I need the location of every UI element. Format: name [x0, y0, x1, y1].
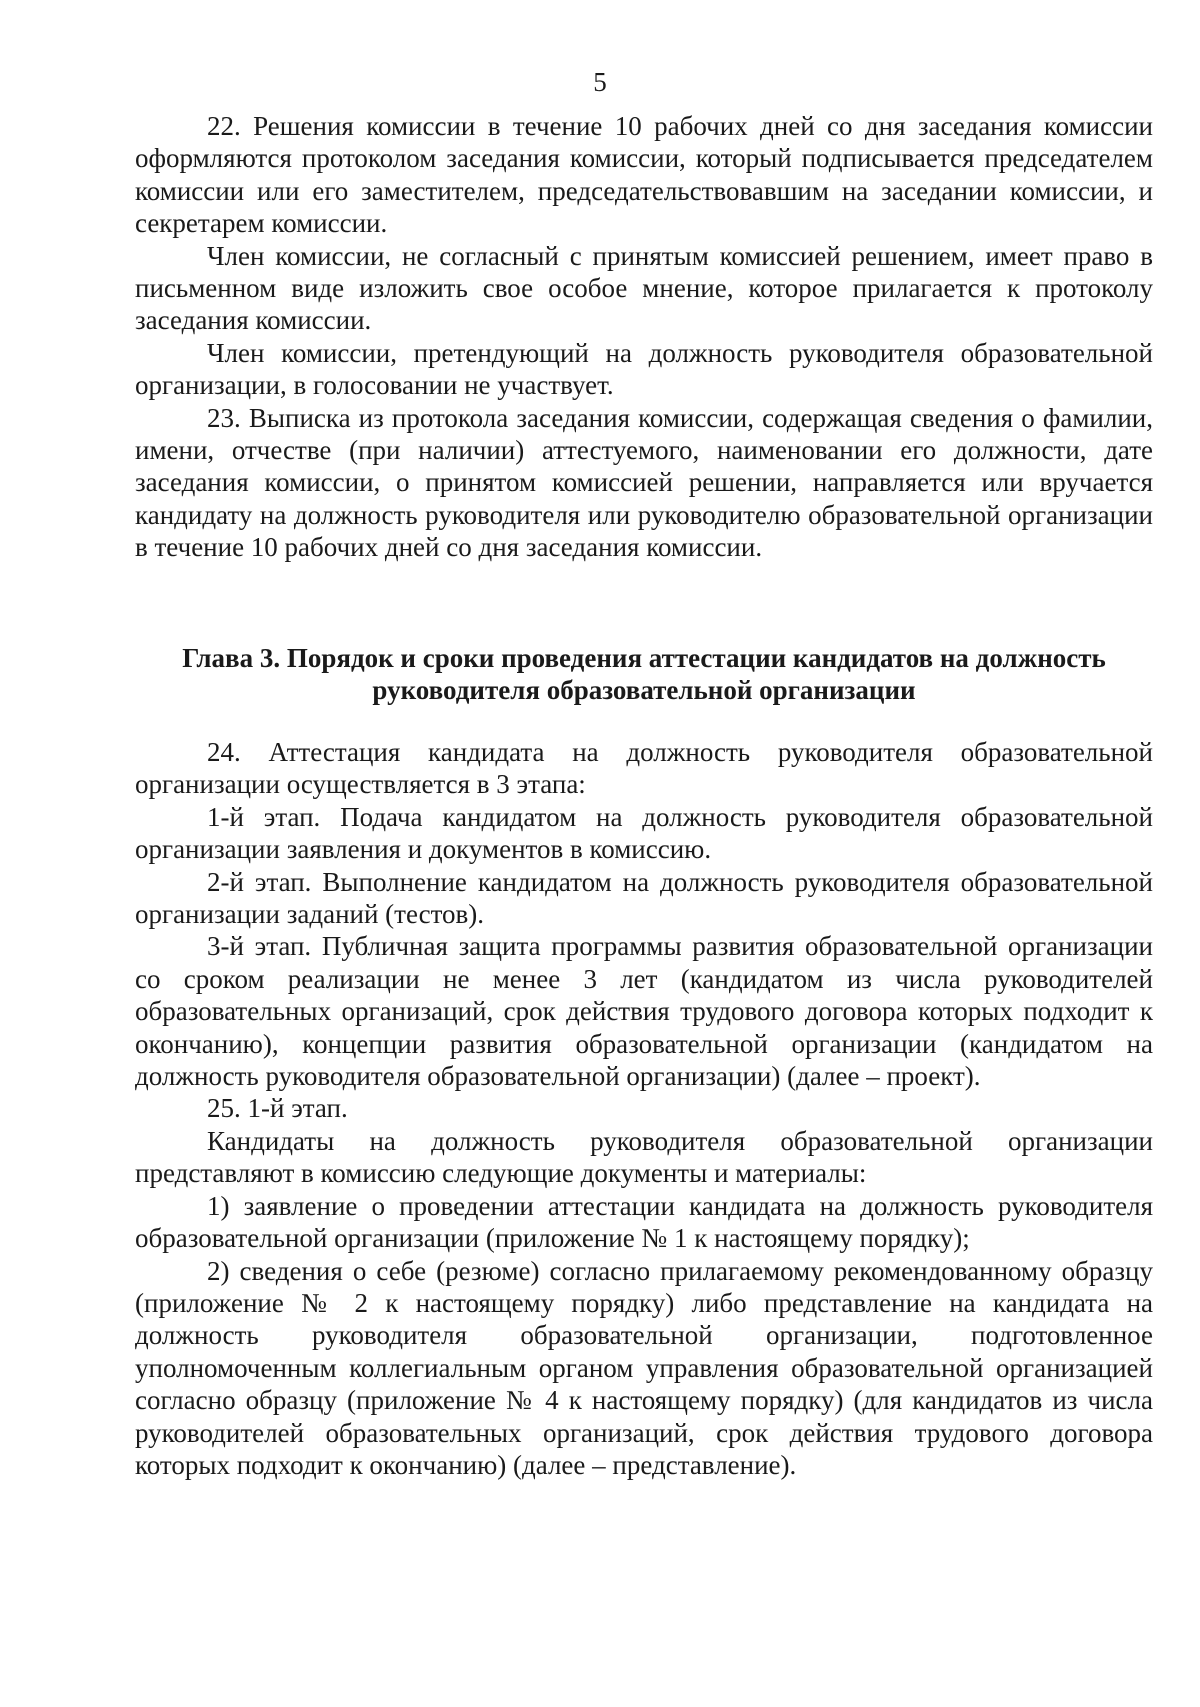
paragraph-24: 24. Аттестация кандидата на должность руководителя образовательной организации осуществляется в 3 этапа: — [135, 737, 1153, 800]
paragraph-conflict-of-interest: Член комиссии, претендующий на должность руководителя образовательной организации, в голосовании не участвует. — [135, 337, 1153, 401]
paragraph-23: 23. Выписка из протокола заседания комиссии, содержащая сведения о фамилии, имени, отчестве (при наличии) аттестуемого, наименовании его должности, дате заседания комиссии, о принятом комиссией решении, направляется или вручается кандидату на должность руководителя или руководителю образовательной организации в течение 10 рабочих дней со дня заседания комиссии. — [135, 402, 1153, 563]
section-text-bottom — [135, 736, 1153, 1481]
page-number: 5 — [593, 67, 607, 97]
list-item-1: 1) заявление о проведении аттестации кандидата на должность руководителя образовательной организации (приложение № 1 к настоящему порядку); — [135, 1190, 1153, 1254]
list-item-2: 2) сведения о себе (резюме) согласно прилагаемому рекомендованному образцу (приложение № 2 к настоящему порядку) либо представление на кандидата на должность руководителя образовательной организации, подготовленное уполномоченным коллегиальным органом управления образовательной организацией согласно образцу (приложение № 4 к настоящему порядку) (для кандидатов из числа руководителей образовательных организаций, срок действия трудового договора которых подходит к окончанию) (далее – представление). — [135, 1255, 1153, 1480]
paragraph-stage-1: 1-й этап. Подача кандидатом на должность руководителя образовательной организации заявления и документов в комиссию. — [135, 801, 1153, 865]
chapter-heading — [135, 642, 1153, 707]
paragraph-25: 25. 1-й этап. — [207, 1093, 348, 1124]
paragraph-candidates-submit: Кандидаты на должность руководителя образовательной организации представляют в комиссию следующие документы и материалы: — [135, 1125, 1153, 1189]
paragraph-stage-2: 2-й этап. Выполнение кандидатом на должность руководителя образовательной организации заданий (тестов). — [135, 866, 1153, 930]
chapter-heading-line-1: Глава 3. Порядок и сроки проведения аттестации кандидатов на должность — [182, 643, 1106, 673]
section-text-top — [135, 110, 1153, 564]
paragraph-22: 22. Решения комиссии в течение 10 рабочих дней со дня заседания комиссии оформляются протоколом заседания комиссии, который подписывается председателем комиссии или его заместителем, председательствовавшим на заседании комиссии, и секретарем комиссии. — [135, 111, 1153, 239]
paragraph-stage-3: 3-й этап. Публичная защита программы развития образовательной организации со сроком реализации не менее 3 лет (кандидатом из числа руководителей образовательных организаций, срок действия трудового договора которых подходит к окончанию), концепции развития образовательной организации (кандидатом на должность руководителя образовательной организации) (далее – проект). — [135, 931, 1153, 1092]
chapter-heading-line-2: руководителя образовательной организации — [372, 675, 916, 706]
paragraph-dissent-opinion: Член комиссии, не согласный с принятым комиссией решением, имеет право в письменном виде изложить свое особое мнение, которое прилагается к протоколу заседания комиссии. — [135, 240, 1153, 336]
